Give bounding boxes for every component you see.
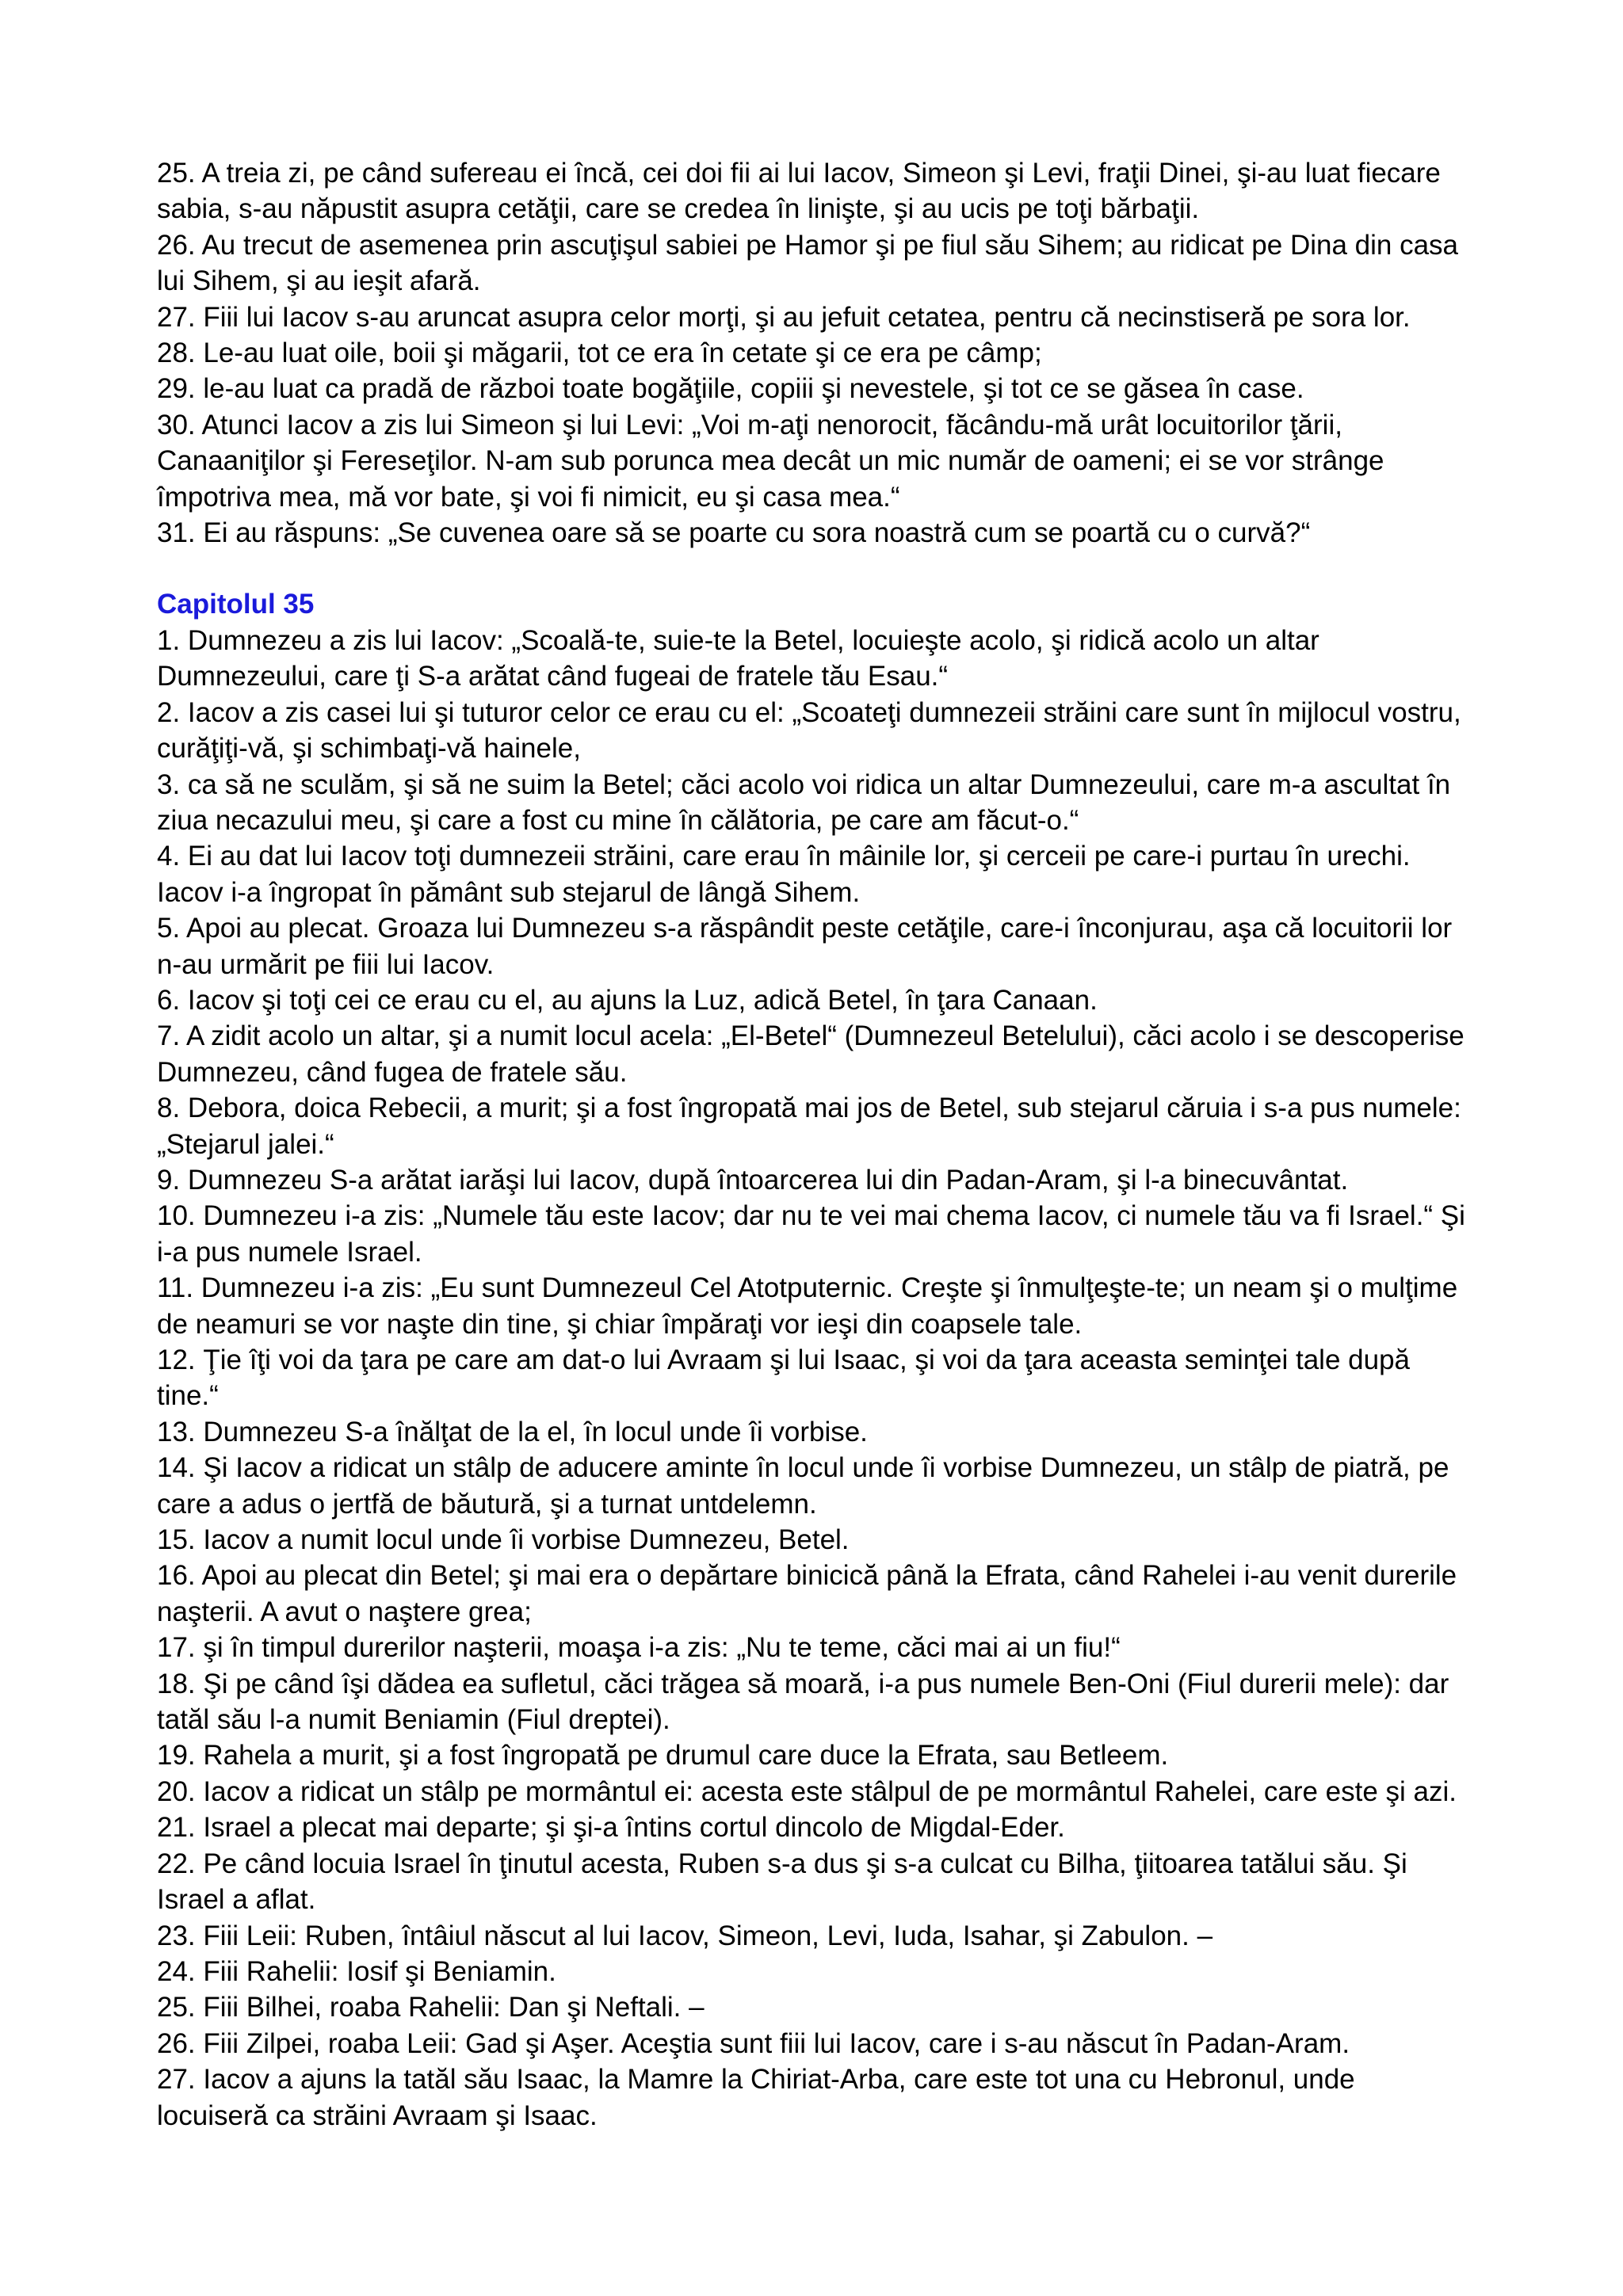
verse-35-17: 17. şi în timpul durerilor naşterii, moaşa i-a zis: „Nu te teme, căci mai ai un fiu!“ <box>157 1632 1121 1664</box>
verse-35-18: 18. Şi pe când îşi dădea ea sufletul, căci trăgea să moară, i-a pus numele Ben-Oni (Fiul durerii mele): dar tatăl său l-a numit Beniamin (Fiul dreptei). <box>157 1668 1449 1736</box>
verse-34-25: 25. A treia zi, pe când sufereau ei încă, cei doi fii ai lui Iacov, Simeon şi Levi, fraţii Dinei, şi-au luat fiecare sabia, s-au năpustit asupra cetăţii, care se credea în linişte, şi au ucis pe toţi bărbaţii. <box>157 158 1441 225</box>
document-page <box>157 155 1472 2134</box>
verse-34-27: 27. Fiii lui Iacov s-au aruncat asupra celor morţi, şi au jefuit cetatea, pentru că necinstiseră pe sora lor. <box>157 301 1411 333</box>
verse-34-30: 30. Atunci Iacov a zis lui Simeon şi lui Levi: „Voi m-aţi nenorocit, făcându-mă urât locuitorilor ţării, Canaaniţilor şi Fereseţilor. N-am sub porunca mea decât un mic număr de oameni; ei se vor strânge împotriva mea, mă vor bate, şi voi fi nimicit, eu şi casa mea.“ <box>157 409 1384 513</box>
verse-35-4: 4. Ei au dat lui Iacov toţi dumnezeii străini, care erau în mâinile lor, şi cerceii pe care-i purtau în urechi. Iacov i-a îngropat în pământ sub stejarul de lângă Sihem. <box>157 841 1411 908</box>
verse-34-31: 31. Ei au răspuns: „Se cuvenea oare să se poarte cu sora noastră cum se poartă cu o curvă?“ <box>157 517 1311 549</box>
verse-35-21: 21. Israel a plecat mai departe; şi şi-a întins cortul dincolo de Migdal-Eder. <box>157 1812 1065 1844</box>
verse-35-11: 11. Dumnezeu i-a zis: „Eu sunt Dumnezeul Cel Atotputernic. Creşte şi înmulţeşte-te; un neam şi o mulţime de neamuri se vor naşte din tine, şi chiar împăraţi vor ieşi din coapsele tale. <box>157 1272 1458 1340</box>
verse-35-1: 1. Dumnezeu a zis lui Iacov: „Scoală-te, suie-te la Betel, locuieşte acolo, şi ridică acolo un altar Dumnezeului, care ţi S-a arătat când fugeai de fratele tău Esau.“ <box>157 624 1319 692</box>
verse-35-20: 20. Iacov a ridicat un stâlp pe mormântul ei: acesta este stâlpul de pe mormântul Rahelei, care este şi azi. <box>157 1775 1457 1807</box>
verse-35-7: 7. A zidit acolo un altar, şi a numit locul acela: „El-Betel“ (Dumnezeul Betelului), căci acolo i se descoperise Dumnezeu, când fugea de fratele său. <box>157 1020 1465 1088</box>
verse-35-27: 27. Iacov a ajuns la tatăl său Isaac, la Mamre la Chiriat-Arba, care este tot una cu Hebronul, unde locuiseră ca străini Avraam şi Isaac. <box>157 2064 1355 2131</box>
verse-35-10: 10. Dumnezeu i-a zis: „Numele tău este Iacov; dar nu te vei mai chema Iacov, ci numele tău va fi Israel.“ Şi i-a pus numele Israel. <box>157 1200 1465 1268</box>
verse-35-24: 24. Fiii Rahelii: Iosif şi Beniamin. <box>157 1955 556 1987</box>
verse-35-22: 22. Pe când locuia Israel în ţinutul acesta, Ruben s-a dus şi s-a culcat cu Bilha, ţiitoarea tatălui său. Şi Israel a aflat. <box>157 1848 1407 1916</box>
verse-35-3: 3. ca să ne sculăm, şi să ne suim la Betel; căci acolo voi ridica un altar Dumnezeului, care m-a ascultat în ziua necazului meu, şi care a fost cu mine în călătoria, pe care am făcut-o.“ <box>157 769 1451 836</box>
verse-34-28: 28. Le-au luat oile, boii şi măgarii, tot ce era în cetate şi ce era pe câmp; <box>157 338 1042 369</box>
verse-34-29: 29. le-au luat ca pradă de război toate bogăţiile, copiii şi nevestele, şi tot ce se găsea în case. <box>157 373 1304 405</box>
verse-35-14: 14. Şi Iacov a ridicat un stâlp de aducere aminte în locul unde îi vorbise Dumnezeu, un stâlp de piatră, pe care a adus o jertfă de băutură, şi a turnat untdelemn. <box>157 1452 1449 1520</box>
verse-35-23: 23. Fiii Leii: Ruben, întâiul născut al lui Iacov, Simeon, Levi, Iuda, Isahar, şi Zabulon. – <box>157 1920 1213 1951</box>
verse-35-19: 19. Rahela a murit, şi a fost îngropată pe drumul care duce la Efrata, sau Betleem. <box>157 1740 1169 1772</box>
verse-35-8: 8. Debora, doica Rebecii, a murit; şi a fost îngropată mai jos de Betel, sub stejarul căruia i s-a pus numele: „Stejarul jalei.“ <box>157 1093 1461 1160</box>
chapter-34-tail <box>157 155 1472 551</box>
verse-35-12: 12. Ţie îţi voi da ţara pe care am dat-o lui Avraam şi lui Isaac, şi voi da ţara aceasta seminţei tale după tine.“ <box>157 1344 1410 1412</box>
chapter-heading: Capitolul 35 <box>157 589 315 620</box>
verse-34-26: 26. Au trecut de asemenea prin ascuţişul sabiei pe Hamor şi pe fiul său Sihem; au ridicat pe Dina din casa lui Sihem, şi au ieşit afară. <box>157 229 1459 297</box>
verse-35-25: 25. Fiii Bilhei, roaba Rahelii: Dan şi Neftali. – <box>157 1992 705 2023</box>
verse-35-16: 16. Apoi au plecat din Betel; şi mai era o depărtare binicică până la Efrata, când Rahelei i-au venit durerile naşterii. A avut o naştere grea; <box>157 1560 1457 1627</box>
verse-35-5: 5. Apoi au plecat. Groaza lui Dumnezeu s-a răspândit peste cetăţile, care-i înconjurau, aşa că locuitorii lor n-au urmărit pe fiii lui Iacov. <box>157 913 1453 980</box>
verse-35-26: 26. Fiii Zilpei, roaba Leii: Gad şi Aşer. Aceştia sunt fiii lui Iacov, care i s-au născut în Padan-Aram. <box>157 2027 1350 2059</box>
verse-35-13: 13. Dumnezeu S-a înălţat de la el, în locul unde îi vorbise. <box>157 1416 868 1447</box>
verse-35-6: 6. Iacov şi toţi cei ce erau cu el, au ajuns la Luz, adică Betel, în ţara Canaan. <box>157 984 1098 1016</box>
chapter-35-body <box>157 623 1472 2134</box>
verse-35-9: 9. Dumnezeu S-a arătat iarăşi lui Iacov, după întoarcerea lui din Padan-Aram, şi l-a binecuvântat. <box>157 1164 1349 1196</box>
verse-35-2: 2. Iacov a zis casei lui şi tuturor celor ce erau cu el: „Scoateţi dumnezeii străini care sunt în mijlocul vostru, curăţiţi-vă, şi schimbaţi-vă hainele, <box>157 696 1461 765</box>
verse-35-15: 15. Iacov a numit locul unde îi vorbise Dumnezeu, Betel. <box>157 1524 850 1556</box>
